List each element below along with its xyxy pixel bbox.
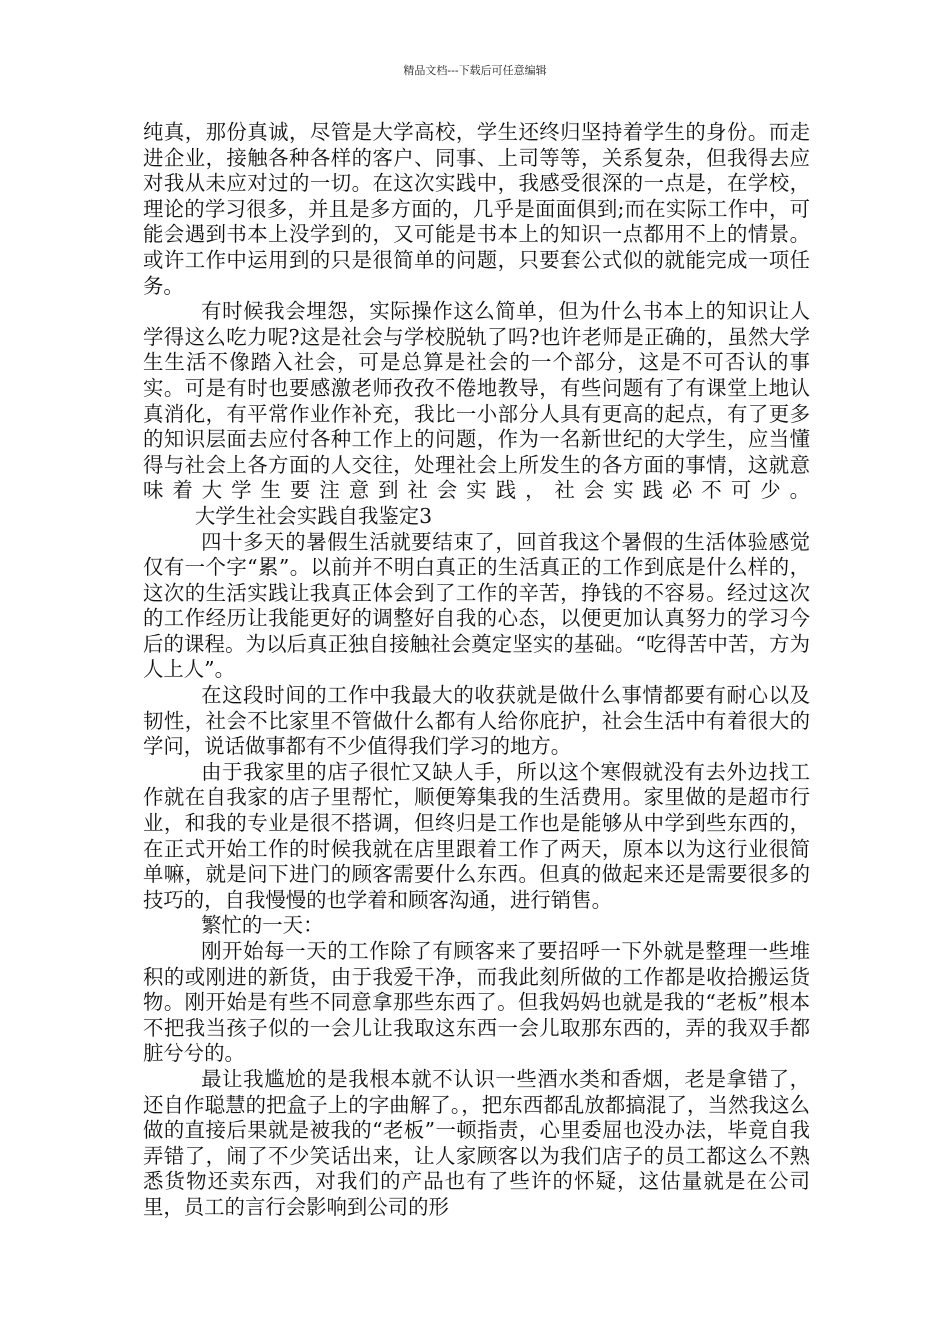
paragraph: 纯真，那份真诚，尽管是大学高校，学生还终归坚持着学生的身份。而走进企业，接触各种各样的客户、同事、上司等等，关系复杂，但我得去应对我从未应对过的一切。在这次实践中，我感受很深的一点是，在学校，理论的学习很多，并且是多方面的，几乎是面面俱到;而在实际工作中，可能会遇到书本上没学到的，又可能是书本上的知识一点都用不上的情景。或许工作中运用到的只是很简单的问题，只要套公式似的就能完成一项任务。: [143, 120, 810, 298]
paragraph: 繁忙的一天：: [201, 913, 324, 938]
paragraph: 由于我家里的店子很忙又缺人手，所以这个寒假就没有去外边找工作就在自我家的店子里帮忙，顺便筹集我的生活费用。家里做的是超市行业，和我的专业是很不搭调，但终归是工作也是能够从中学到些东西的，在正式开始工作的时候我就在店里跟着工作了两天，原本以为这行业很简单嘛，就是问下进门的顾客需要什么东西。但真的做起来还是需要很多的技巧的，自我慢慢的也学着和顾客沟通，进行销售。: [143, 759, 810, 912]
paragraph-text: 有时候我会埋怨，实际操作这么简单，但为什么书本上的知识让人学得这么吃力呢?这是社会与学校脱轨了吗?也许老师是正确的，虽然大学生生活不像踏入社会，可是总算是社会的一个部分，这是不可否认的事实。可是有时也要感激老师孜孜不倦地教导，有些问题有了有课堂上地认真消化，有平常作业作补充，我比一小部分人具有更高的起点，有了更多的知识层面去应付各种工作上的问题，作为一名新世纪的大学生，应当懂得与社会上各方面的人交往，处理社会上所发生的各方面的事情，这就意味着大学生要注意到社会实践，社会实践必不可少。: [143, 299, 810, 503]
paragraph: 四十多天的暑假生活就要结束了，回首我这个暑假的生活体验感觉仅有一个字“累”。以前并不明白真正的生活真正的工作到底是什么样的，这次的生活实践让我真正体会到了工作的辛苦，挣钱的不容易。经过这次的工作经历让我能更好的调整好自我的心态，以便更加认真努力的学习今后的课程。为以后真正独自接触社会奠定坚实的基础。“吃得苦中苦，方为人上人”。: [143, 529, 810, 682]
paragraph: 刚开始每一天的工作除了有顾客来了要招呼一下外就是整理一些堆积的或刚进的新货，由于我爱干净，而我此刻所做的工作都是收拾搬运货物。刚开始是有些不同意拿那些东西了。但我妈妈也就是我的“老板”根本不把我当孩子似的一会儿让我取这东西一会儿取那东西的，弄的我双手都脏兮兮的。: [143, 939, 810, 1066]
document-body: [143, 120, 810, 1221]
paragraph: [143, 299, 810, 529]
paragraph: 最让我尴尬的是我根本就不认识一些酒水类和香烟，老是拿错了，还自作聪慧的把盒子上的字曲解了。，把东西都乱放都搞混了，当然我这么做的直接后果就是被我的“老板”一顿指责，心里委屈也没办法，毕竟自我弄错了，闹了不少笑话出来，让人家顾客以为我们店子的员工都这么不熟悉货物还卖东西，对我们的产品也有了些许的怀疑，这估量就是在公司里，员工的言行会影响到公司的形: [143, 1066, 810, 1219]
paragraph: 在这段时间的工作中我最大的收获就是做什么事情都要有耐心以及韧性，社会不比家里不管做什么都有人给你庇护，社会生活中有着很大的学问，说话做事都有不少值得我们学习的地方。: [143, 683, 810, 759]
section-title: 大学生社会实践自我鉴定3: [194, 503, 433, 528]
page-header: 精品文档---下载后可任意编辑: [403, 64, 547, 77]
